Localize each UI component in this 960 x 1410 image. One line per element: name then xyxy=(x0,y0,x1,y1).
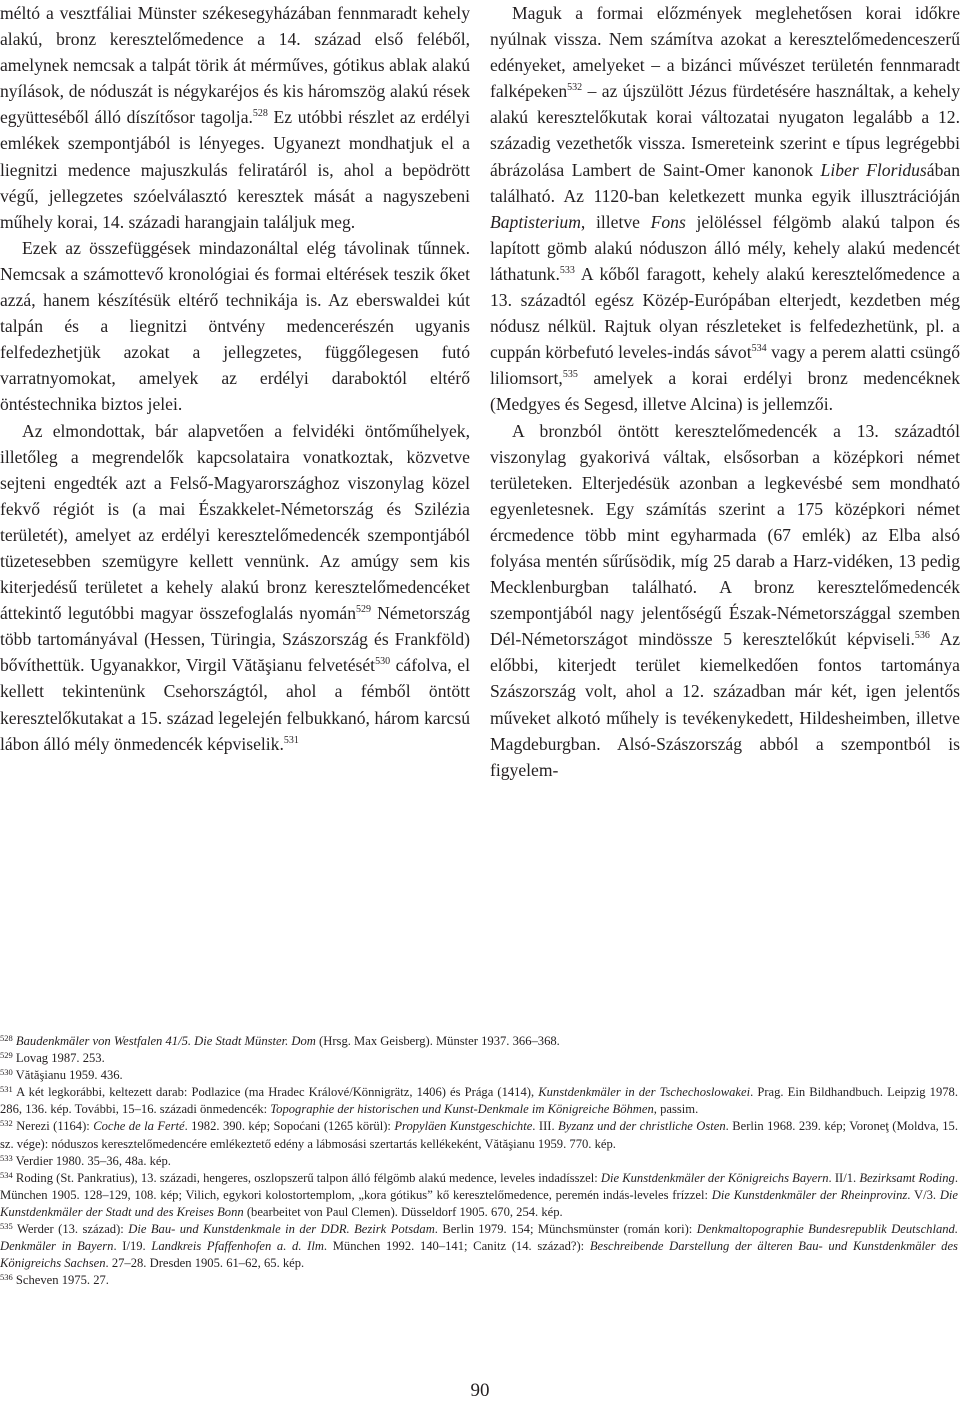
footnote-529 xyxy=(0,1050,958,1067)
right-paragraph-2 xyxy=(490,418,960,783)
text-run: , illetve xyxy=(580,211,651,232)
footnote-533 xyxy=(0,1153,958,1170)
text-run: (Hrsg. Max Geisberg). Münster 1937. 366–368. xyxy=(315,1034,560,1048)
footnote-532 xyxy=(0,1118,958,1152)
footnote-number: 535 xyxy=(0,1221,13,1232)
text-run: Nerezi (1164): xyxy=(16,1119,94,1134)
left-column xyxy=(0,0,470,757)
italic-citation: Die Kunstdenkmäler der Stadt und des Kreises Bonn xyxy=(0,1187,958,1219)
footnote-reference[interactable]: 532 xyxy=(567,82,583,94)
footnotes xyxy=(0,1033,958,1289)
page-number: 90 xyxy=(470,1380,490,1401)
text-run: Lovag 1987. 253. xyxy=(15,1051,105,1066)
italic-citation: Kunstdenkmäler in der Tschechoslowakei xyxy=(538,1085,751,1100)
italic-citation: Denkmaltopographie Bundesrepublik Deutschland. Denkmäler in Bayern xyxy=(0,1222,959,1254)
footnote-number: 533 xyxy=(0,1152,13,1163)
text-run: . 1982. 390. kép; Sopoćani (1265 körül): xyxy=(184,1119,395,1134)
footnote-reference[interactable]: 536 xyxy=(914,630,930,642)
text-run: A két legkorábbi, keltezett darab: Podlazice (ma Hradec Králové/Könnigrätz, 1406) és Prága (1414), xyxy=(16,1085,539,1100)
italic-term: Baptisterium xyxy=(490,211,581,232)
text-run: Roding (St. Pankratius), 13. századi, hengeres, oszlopszerű talpon álló félgömb alakú medence, leveles indadísszel: xyxy=(15,1170,601,1185)
text-run: . V/3. xyxy=(907,1187,940,1202)
text-run: . München 1905. 128–129, 108. kép; Vilich, egykori kolostortemplom, „kora gótikus” kő keresztelőmedence, peremén indás-leveles frízzel: xyxy=(0,1170,958,1202)
left-paragraph-2: Ezek az összefüggések mindazonáltal elég távolinak tűnnek. Nemcsak a számottevő kronológiai és formai eltérések teszik őket azzá, hanem készítésük eltérő technikája is. Az eberswaldei kút talpán és a liegnitzi öntvény medencerészén ugyanis felfedezhetjük azokat a jellegzetes, függőlegesen futó varratnyomokat, amelyek az erdélyi daraboktól eltérő öntéstechnika biztos jelei. xyxy=(0,237,470,415)
text-run: . Berlin 1968. 239. kép; Voroneţ (Moldva, 15. sz. vége): nóduszos keresztelőmedencére emlékeztető edény a lábmosási szertartás kellékeként, Vătăşianu 1959. 770. kép. xyxy=(0,1119,958,1151)
text-run: . II/1. xyxy=(828,1170,860,1185)
text-run: . 27–28. Dresden 1905. 61–62, 65. kép. xyxy=(105,1256,305,1271)
footnote-reference[interactable]: 531 xyxy=(283,734,299,746)
text-run: . München 1992. 140–141; Canitz (14. század?): xyxy=(323,1239,590,1254)
text-run: vagy a perem alatti csüngő liliomsort, xyxy=(490,342,960,389)
text-run: Vătăşianu 1959. 436. xyxy=(15,1068,123,1083)
text-run: méltó a vesztfáliai Münster székesegyházában fennmaradt kehely alakú, bronz keresztelőmedence a 14. század első feléből, amelynek nemcsak a talpát törik át mérműves, gótikus ablak alakú nyílások, de nóduszát is négykaréjos és kis háromszög alakú rések együtteséből álló díszítősor tagolja. xyxy=(0,3,470,128)
footnote-528 xyxy=(0,1033,958,1050)
text-run: cáfolva, el kellett tekintenünk Csehországtól, ahol a fémből öntött keresztelőkutakat a 15. század legelején felbukkanó, három karcsú lábon álló mély önmedencék képviselik. xyxy=(0,655,470,754)
footnote-number: 534 xyxy=(0,1169,13,1180)
text-run: ában található. Az 1120-ban keletkezett munka egyik illusztrációján xyxy=(490,159,960,206)
text-run: amelyek a korai erdélyi bronz medencéknek (Medgyes és Segesd, illetve Alcina) is jellemzői. xyxy=(490,368,960,415)
text-run: jelöléssel félgömb alakú talpon és lapított gömb alakú nóduszon álló mély, kehely alakú medencét láthatunk. xyxy=(490,211,960,284)
footnote-reference[interactable]: 529 xyxy=(356,604,371,616)
text-run: , passim. xyxy=(653,1102,699,1117)
footnote-number: 531 xyxy=(0,1084,13,1095)
footnote-531 xyxy=(0,1084,958,1118)
footnote-534 xyxy=(0,1170,958,1221)
text-run: (bearbeitet von Paul Clemen). Düsseldorf 1905. 670, 254. kép. xyxy=(243,1204,563,1219)
italic-citation: Die Kunstdenkmäler der Rheinprovinz xyxy=(711,1187,908,1202)
footnote-number: 532 xyxy=(0,1118,13,1129)
text-run: . I/19. xyxy=(113,1239,152,1254)
italic-citation: Byzanz und der christliche Osten xyxy=(558,1119,726,1134)
footnote-530 xyxy=(0,1067,958,1084)
right-paragraph-1 xyxy=(490,0,960,418)
text-run: . Berlin 1979. 154; Münchsmünster (román kori): xyxy=(434,1222,697,1237)
footnote-535 xyxy=(0,1221,958,1272)
italic-citation: Beschreibende Darstellung der älteren Bau- und Kunstdenkmäler des Königreichs Sachsen xyxy=(0,1239,958,1271)
text-run: Németország több tartományával (Hessen, Türingia, Szászország és Frankföld) bővíthettük. Ugyanakkor, Virgil Vătăşianu felvetését xyxy=(0,603,470,676)
text-run: Maguk a formai előzmények meglehetősen korai időkre nyúlnak vissza. Nem számítva azokat a keresztelőmedenceszerű edényeket, amelyeket – a bizánci művészet területén fennmaradt falképeken xyxy=(490,3,960,102)
text-run: Werder (13. század): xyxy=(16,1222,129,1237)
italic-term: Fons xyxy=(650,211,686,232)
footnote-reference[interactable]: 530 xyxy=(375,656,391,668)
italic-citation: Die Bau- und Kunstdenkmale in der DDR. Bezirk Potsdam xyxy=(128,1222,435,1237)
left-paragraph-3 xyxy=(0,418,470,757)
text-run: A bronzból öntött keresztelőmedencék a 13. századtól viszonylag gyakorivá váltak, elsősorban a középkori német területeken. Elterjedésük azonban a legkevésbé sem mondható egyenletesnek. Egy számítás szerint a 175 középkori német ércmedence több mint egyharmada (67 emlék) az Elba alsó folyása mentén sűrűsödik, míg 25 darab a Harz-vidéken, 13 pedig Mecklenburgban található. A bronz keresztelőmedencék szempontjából nagy jelentőségű Észak-Németországgal szemben Dél-Németországot mindössze 5 keresztelőkút képviseli. xyxy=(490,420,960,650)
footnote-number: 529 xyxy=(0,1050,13,1061)
text-run: Ez utóbbi részlet az erdélyi emlékek szempontjából is lényeges. Ugyanezt mondhatjuk el a liegnitzi medence majuszkulás feliratáról is, ahol a bepödrött végű, jellegzetes szóelválasztó keresztek mását a nagyszebeni műhely korai, 14. századi harangjain találjuk meg. xyxy=(0,107,470,232)
text-run: – az újszülött Jézus fürdetésére használtak, a kehely alakú keresztelőkutak korai változatai nyugaton legalább a 12. századig vezethetők vissza. Ismereteink szerint e típus legrégebbi ábrázolása Lambert de Saint-Omer kanonok xyxy=(490,81,960,180)
text-run: A kőből faragott, kehely alakú keresztelőmedence a 13. századtól egész Közép-Európában elterjedt, kezdetben még nódusz nélkül. Rajtuk olyan részleteket is felfedezhetünk, pl. a cuppán körbefutó leveles-indás sávot xyxy=(490,263,960,363)
footnote-reference[interactable]: 533 xyxy=(559,264,575,276)
italic-citation: Propyläen Kunstgeschichte xyxy=(394,1119,533,1134)
text-run: . III. xyxy=(532,1119,559,1134)
footnote-536 xyxy=(0,1272,958,1289)
italic-citation: Bezirksamt Roding xyxy=(859,1170,955,1185)
footnote-reference[interactable]: 528 xyxy=(252,108,268,120)
italic-citation: Baudenkmäler von Westfalen 41/5. Die Stadt Münster. Dom xyxy=(15,1034,316,1048)
italic-citation: Coche de la Ferté xyxy=(93,1119,185,1134)
right-column xyxy=(490,0,960,783)
text-run: Scheven 1975. 27. xyxy=(15,1273,109,1288)
italic-citation: Die Kunstdenkmäler der Königreichs Bayern xyxy=(600,1170,829,1185)
text-run: . Prag. Ein Bildhandbuch. Leipzig 1978. 286, 136. kép. További, 15–16. századi önmedencék: xyxy=(0,1085,959,1117)
text-run: Verdier 1980. 35–36, 48a. kép. xyxy=(15,1153,171,1168)
italic-citation: Topographie der historischen und Kunst-Denkmale im Königreiche Böhmen xyxy=(270,1102,654,1117)
footnote-number: 536 xyxy=(0,1272,13,1283)
footnote-number: 530 xyxy=(0,1067,13,1078)
footnote-reference[interactable]: 534 xyxy=(751,343,767,355)
text-run: Az előbbi, kiterjedt terület kiemelkedően fontos tartománya Szászország volt, ahol a 12. században már két, igen jelentős műveket alkotó műhely is tevékenykedett, Hildesheimben, illetve Magdeburgban. Alsó-Szászország abból a szempontból is figyelem- xyxy=(490,629,960,780)
left-paragraph-1 xyxy=(0,0,470,235)
text-run: Az elmondottak, bár alapvetően a felvidéki öntőműhelyek, illetőleg a megrendelők kapcsolataira vonatkoztak, közvetve sejteni engedték azt a Felső-Magyarországhoz viszonylag közel fekvő régiót is (a mai Északkelet-Németország és Szilézia területét), amelyet az erdélyi keresztelőmedencék szempontjából tüzetesebben szemügyre kellett vennünk. Az amúgy sem kis kiterjedésű területet a kehely alakú bronz keresztelőmedencéket áttekintő legutóbbi magyar összefoglalás nyomán xyxy=(0,420,470,624)
footnote-reference[interactable]: 535 xyxy=(562,369,578,381)
italic-citation: Landkreis Pfaffenhofen a. d. Ilm xyxy=(151,1239,324,1254)
footnote-number: 528 xyxy=(0,1033,13,1043)
italic-title: Liber Floridus xyxy=(820,159,927,180)
